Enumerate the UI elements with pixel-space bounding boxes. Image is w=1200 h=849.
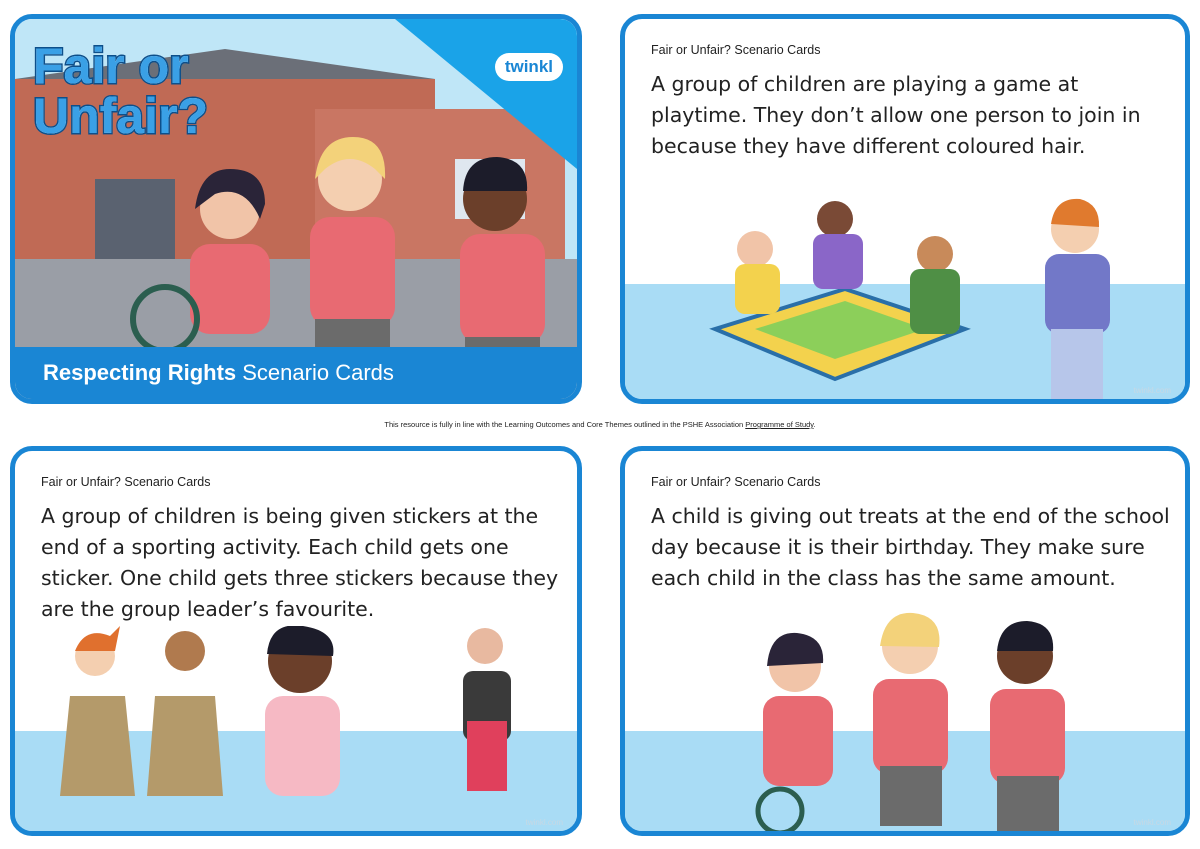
cover-footer-bold: Respecting Rights	[43, 360, 237, 385]
brand-logo: twinkl	[495, 53, 563, 81]
footnote	[0, 420, 1200, 429]
footnote-text: This resource is fully in line with the Learning Outcomes and Core Themes outlined in the PSHE Association	[384, 420, 746, 429]
card-header: Fair or Unfair? Scenario Cards	[651, 475, 821, 489]
children-board-game-illustration	[695, 179, 1145, 399]
programme-of-study-link[interactable]: Programme of Study	[745, 420, 814, 429]
scenario-card-2	[10, 446, 582, 836]
watermark: twinkl.com	[1133, 386, 1171, 395]
watermark: twinkl.com	[525, 818, 563, 827]
scenario-card-1	[620, 14, 1190, 404]
cover-title	[33, 38, 208, 144]
scenario-text: A child is giving out treats at the end of the school day because it is their birthday. They make sure each child in the class has the same amount.	[651, 504, 1170, 590]
scenario-text: A group of children is being given stickers at the end of a sporting activity. Each child gets one sticker. One child gets three stickers because they are the group leader’s favourite.	[41, 504, 559, 621]
scenario-card-3	[620, 446, 1190, 836]
scenario-text: A group of children are playing a game at playtime. They don’t allow one person to join in because they have different coloured hair.	[651, 72, 1141, 158]
cover-title-line2: Unfair?	[33, 88, 208, 144]
children-treats-illustration	[725, 611, 1105, 831]
cover-card	[10, 14, 582, 404]
card-header: Fair or Unfair? Scenario Cards	[651, 43, 821, 57]
sack-race-illustration	[55, 626, 555, 831]
cover-footer-rest: Scenario Cards	[236, 360, 394, 385]
watermark: twinkl.com	[1133, 818, 1171, 827]
footnote-end: .	[813, 420, 816, 429]
cover-title-line1: Fair or	[33, 38, 189, 94]
cover-footer	[15, 347, 577, 399]
card-header: Fair or Unfair? Scenario Cards	[41, 475, 211, 489]
